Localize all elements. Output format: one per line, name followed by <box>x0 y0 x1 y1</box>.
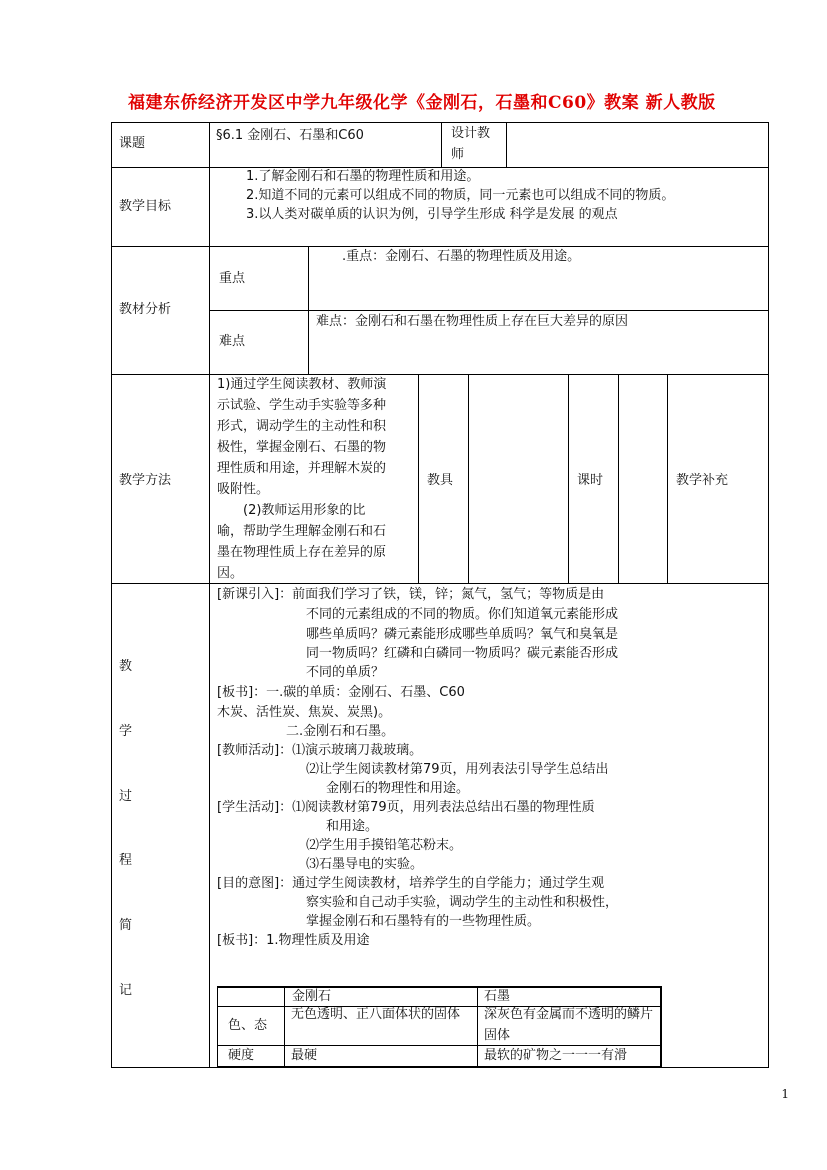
method-line: 示试验、学生动手实验等多种 <box>217 398 387 413</box>
process-line: ⑵让学生阅读教材第79页，用列表法引导学生总结出 <box>306 762 609 777</box>
properties-cell: 无色透明、正八面体状的固体 <box>291 1007 461 1022</box>
method-line: 喻，帮助学生理解金刚石和石 <box>217 524 387 539</box>
process-line: 哪些单质吗？磷元素能形成哪些单质吗？氧气和臭氧是 <box>306 627 619 642</box>
process-line: 掌握金刚石和石墨特有的一些物理性质。 <box>306 914 541 929</box>
analysis-label: 教材分析 <box>119 302 172 317</box>
topic-label: 课题 <box>119 136 146 151</box>
process-line: 二.金刚石和石墨。 <box>286 724 395 739</box>
properties-row-label: 硬度 <box>228 1048 255 1063</box>
properties-row-label: 色、态 <box>228 1018 268 1033</box>
key-point-label: 重点 <box>219 271 246 286</box>
process-label-char: 记 <box>119 983 133 998</box>
properties-cell: 最软的矿物之一一一有滑 <box>484 1048 628 1063</box>
process-line: [目的意图]：通过学生阅读教材，培养学生的自学能力；通过学生观 <box>217 876 605 891</box>
topic-value: §6.1 金刚石、石墨和C60 <box>216 128 364 143</box>
process-label-char: 教 <box>119 659 133 674</box>
process-line: 金刚石的物理性和用途。 <box>326 781 470 796</box>
process-line: [板书]：一.碳的单质：金刚石、石墨、C60 <box>217 685 465 700</box>
key-point-text: .重点：金刚石、石墨的物理性质及用途。 <box>342 249 581 264</box>
document-title: 福建东侨经济开发区中学九年级化学《金刚石，石墨和C60》教案 新人教版 <box>128 93 716 113</box>
process-line: ⑵学生用手摸铅笔芯粉末。 <box>306 838 463 853</box>
process-line: [教师活动]：⑴演示玻璃刀裁玻璃。 <box>217 743 423 758</box>
properties-header-diamond: 金刚石 <box>292 989 332 1004</box>
process-line: [新课引入]：前面我们学习了铁，镁，锌；氮气，氢气；等物质是由 <box>217 587 605 602</box>
method-line: (2)教师运用形象的比 <box>217 503 366 518</box>
goal-item-1: 1.了解金刚石和石墨的物理性质和用途。 <box>246 169 480 184</box>
method-label: 教学方法 <box>119 473 172 488</box>
designer-label-line1: 设计教 <box>451 126 491 141</box>
properties-cell: 深灰色有金属而不透明的鳞片固体 <box>484 1007 654 1043</box>
process-line: 不同的单质？ <box>306 665 385 680</box>
process-line: [板书]：1.物理性质及用途 <box>217 933 370 948</box>
process-line: 同一物质吗？红磷和白磷同一物质吗？碳元素能否形成 <box>306 646 619 661</box>
supplement-label: 教学补充 <box>676 473 729 488</box>
process-line: 不同的元素组成的不同的物质。你们知道氧元素能形成 <box>306 607 619 622</box>
page-number: 1 <box>781 1087 789 1101</box>
method-line: 极性，掌握金刚石、石墨的物 <box>217 440 387 455</box>
process-label-char: 学 <box>119 724 133 739</box>
properties-header-graphite: 石墨 <box>484 989 511 1004</box>
properties-cell: 最硬 <box>291 1048 318 1063</box>
process-label-char: 程 <box>119 853 133 868</box>
process-line: ⑶石墨导电的实验。 <box>306 857 424 872</box>
process-label-char: 过 <box>119 789 133 804</box>
goal-item-2: 2.知道不同的元素可以组成不同的物质，同一元素也可以组成不同的物质。 <box>246 188 675 203</box>
process-line: 察实验和自己动手实验，调动学生的主动性和积极性， <box>306 895 619 910</box>
process-line: [学生活动]：⑴阅读教材第79页，用列表法总结出石墨的物理性质 <box>217 800 595 815</box>
method-line: 因。 <box>217 566 244 581</box>
method-line: 吸附性。 <box>217 482 270 497</box>
process-label-char: 简 <box>119 918 133 933</box>
goals-label: 教学目标 <box>119 199 172 214</box>
method-line: 1)通过学生阅读教材、教师演 <box>217 377 387 392</box>
hours-label: 课时 <box>577 473 604 488</box>
goal-item-3: 3.以人类对碳单质的认识为例，引导学生形成 科学是发展 的观点 <box>246 207 618 222</box>
method-line: 形式，调动学生的主动性和积 <box>217 419 387 434</box>
process-line: 木炭、活性炭、焦炭、炭黑)。 <box>217 705 392 720</box>
designer-label-line2: 师 <box>451 147 465 162</box>
tools-label: 教具 <box>427 473 454 488</box>
method-line: 理性质和用途，并理解木炭的 <box>217 461 387 476</box>
difficult-point-label: 难点 <box>219 334 246 349</box>
method-line: 墨在物理性质上存在差异的原 <box>217 545 387 560</box>
difficult-point-text: 难点：金刚石和石墨在物理性质上存在巨大差异的原因 <box>316 314 629 329</box>
process-line: 和用途。 <box>326 819 379 834</box>
